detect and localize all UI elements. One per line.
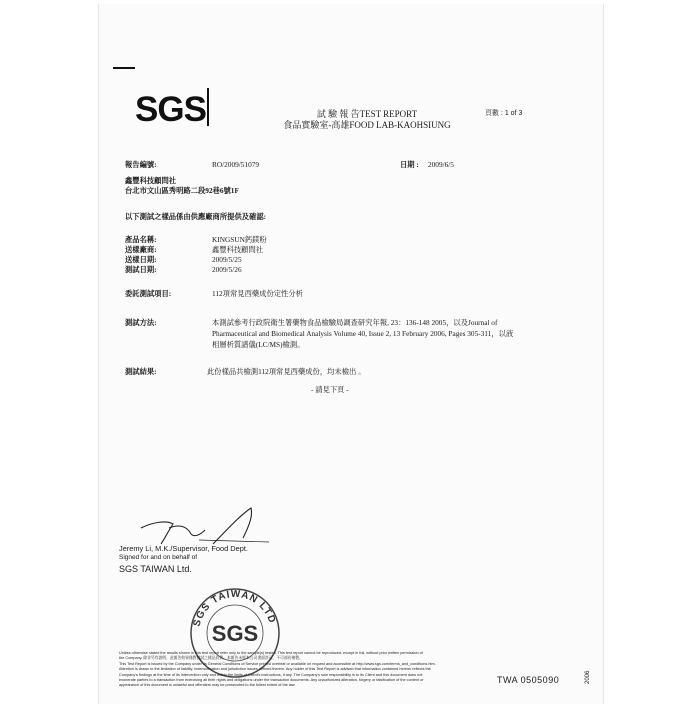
company-name: SGS TAIWAN Ltd.: [119, 564, 192, 574]
test-result-value: 此份樣品共檢測112項常見西藥成份，均未檢出 。: [207, 367, 366, 376]
report-title-line2: 食品實驗室-高雄FOOD LAB-KAOHSIUNG: [283, 120, 451, 130]
report-title-line1: 試 驗 報 告TEST REPORT: [316, 109, 418, 119]
document-reference-number: TWA 0505090: [497, 675, 560, 685]
sgs-logo: [133, 88, 209, 126]
received-date-label: 送樣日期:: [125, 255, 157, 264]
signed-for-label: Signed for and on behalf of: [119, 554, 198, 561]
report-number-value: RO/2009/51079: [212, 160, 260, 169]
test-item-label: 委託測試項目:: [125, 289, 172, 298]
svg-text:SGS: SGS: [211, 621, 259, 646]
svg-text:SGS TAIWAN LTD: SGS TAIWAN LTD: [191, 588, 278, 628]
test-date-value: 2009/5/26: [212, 265, 242, 274]
test-result-label: 測試結果:: [125, 367, 157, 376]
test-method-label: 測試方法:: [125, 318, 157, 327]
report-page: [98, 4, 604, 704]
test-item-value: 112項常見西藥成份定性分析: [212, 289, 303, 298]
applicant-label: 送樣廠商:: [125, 245, 157, 254]
client-address: 台北市文山區秀明路二段92巷6號1F: [125, 186, 239, 195]
fine-print-line2: the Company. 除非另有說明，此報告結果僅對測試之樣品負責，本報告未經本公司書面許可，不可部份複製。: [119, 656, 303, 661]
fine-print-line5: Company's findings at the time of its intervention only and within the limits of Client's instructions, if any. The Company's sole responsibility is to its Client and this document does not: [119, 672, 423, 677]
signatory-name: Jeremy Li, M.K./Supervisor, Food Dept.: [119, 544, 248, 553]
sample-statement: 以下測試之樣品係由供應廠商所提供及確認:: [125, 212, 267, 221]
product-name-label: 產品名稱:: [125, 235, 157, 244]
page-number: 頁數 : 1 of 3: [485, 110, 523, 117]
test-method-line2: Pharmaceutical and Biomedical Analysis Volume 40, Issue 2, 13 February 2006, Pages 305-311，以液: [212, 329, 514, 338]
received-date-value: 2009/5/25: [212, 255, 242, 264]
applicant-value: 鑫豐科技顧問社: [212, 245, 264, 254]
report-date-value: 2009/6/5: [428, 160, 454, 169]
test-method-line1: 本測試參考行政院衛生署藥物食品檢驗局調查研究年報, 23：136-148 2005，以及Journal of: [212, 318, 498, 327]
header-rule: [113, 67, 135, 69]
continued-note: - 請見下頁 -: [311, 385, 349, 394]
fine-print-line6: exonerate parties to a transaction from exercising all their rights and obligations under the transaction documents. Any unauthorized alteration, forgery or falsification of the content or: [119, 678, 424, 683]
test-method-line3: 相層析質譜儀(LC/MS)檢測。: [212, 340, 305, 349]
test-date-label: 測試日期:: [125, 265, 157, 274]
fine-print-line4: Attention is drawn to the limitation of liability, indemnification and jurisdiction issues defined therein. Any holder of this Test Report is advised that information contained hereon reflects the: [119, 667, 431, 672]
form-year: 2006: [585, 670, 591, 684]
client-name: 鑫豐科技顧問社: [125, 176, 177, 185]
test-method-text: [212, 317, 582, 350]
svg-text:SGS: SGS: [135, 90, 206, 126]
report-number-label: 報告編號:: [125, 160, 157, 169]
report-date-label: 日期 :: [400, 160, 419, 169]
fine-print-line7: appearance of this document is unlawful and offenders may be prosecuted to the fullest extent of the law.: [119, 683, 296, 688]
report-title: [267, 109, 467, 131]
fine-print-line3: This Test Report is issued by the Company under its General Conditions of Service printed overleaf or available on request and accessible at http://www.sgs.com/terms_and_conditions.htm.: [119, 661, 436, 666]
fine-print-line1: Unless otherwise stated the results shown in this test report refer only to the sample(s) tested. This test report cannot be reproduced, except in full, without prior written permission of: [119, 651, 423, 655]
product-name-value: KINGSUN鈣鎂粉: [212, 235, 267, 244]
